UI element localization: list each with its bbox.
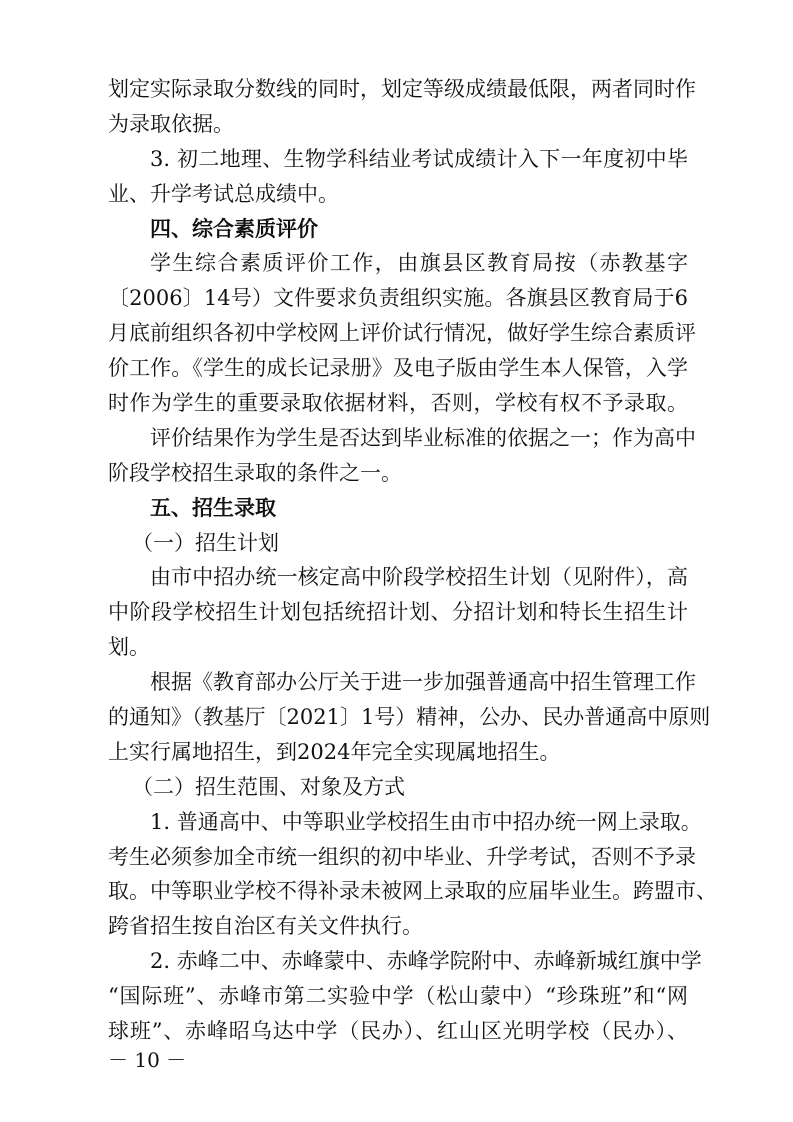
paragraph-line: 上实行属地招生，到2024年完全实现属地招生。 (108, 740, 561, 764)
paragraph-line: 由市中招办统一核定高中阶段学校招生计划（见附件），高 (150, 565, 688, 589)
paragraph-line: 月底前组织各初中学校网上评价试行情况，做好学生综合素质评 (108, 321, 696, 345)
page-number: － 10 － (108, 1048, 187, 1072)
paragraph-line: 考生必须参加全市统一组织的初中毕业、升学考试，否则不予录 (108, 845, 696, 869)
paragraph-line: 中阶段学校招生计划包括统招计划、分招计划和特长生招生计 (108, 600, 688, 624)
section-heading: 四、综合素质评价 (150, 217, 318, 241)
section-heading: 五、招生录取 (150, 496, 276, 520)
paragraph-line: 2. 赤峰二中、赤峰蒙中、赤峰学院附中、赤峰新城红旗中学 (150, 949, 702, 973)
paragraph-line: 1. 普通高中、中等职业学校招生由市中招办统一网上录取。 (150, 810, 702, 834)
paragraph-line: 阶段学校招生录取的条件之一。 (108, 461, 402, 485)
paragraph-line: 〔2006〕14号）文件要求负责组织实施。各旗县区教育局于6 (108, 286, 688, 310)
paragraph-line: 划定实际录取分数线的同时，划定等级成绩最低限，两者同时作 (108, 77, 696, 101)
paragraph-line: 评价结果作为学生是否达到毕业标准的依据之一；作为高中 (150, 426, 696, 450)
paragraph-line: 为录取依据。 (108, 112, 234, 136)
paragraph-line: 业、升学考试总成绩中。 (108, 182, 339, 206)
subsection-heading: （二）招生范围、对象及方式 (132, 775, 405, 799)
subsection-heading: （一）招生计划 (132, 531, 279, 555)
paragraph-line: 取。中等职业学校不得补录未被网上录取的应届毕业生。跨盟市、 (108, 879, 717, 903)
paragraph-line: 跨省招生按自治区有关文件执行。 (108, 914, 423, 938)
paragraph-line: 时作为学生的重要录取依据材料，否则，学校有权不予录取。 (108, 391, 688, 415)
paragraph-line: “国际班”、赤峰市第二实验中学（松山蒙中）“珍珠班”和“网 (108, 984, 688, 1008)
paragraph-line: 划。 (108, 635, 150, 659)
paragraph-line: 学生综合素质评价工作，由旗县区教育局按（赤教基字 (150, 251, 688, 275)
paragraph-line: 价工作。《学生的成长记录册》及电子版由学生本人保管，入学 (108, 356, 688, 380)
paragraph-line: 球班”、赤峰昭乌达中学（民办）、红山区光明学校（民办）、 (108, 1019, 688, 1043)
paragraph-line: 3. 初二地理、生物学科结业考试成绩计入下一年度初中毕 (150, 147, 688, 171)
paragraph-line: 的通知》（教基厅〔2021〕1号）精神，公办、民办普通高中原则 (108, 705, 711, 729)
paragraph-line: 根据《教育部办公厅关于进一步加强普通高中招生管理工作 (150, 670, 696, 694)
